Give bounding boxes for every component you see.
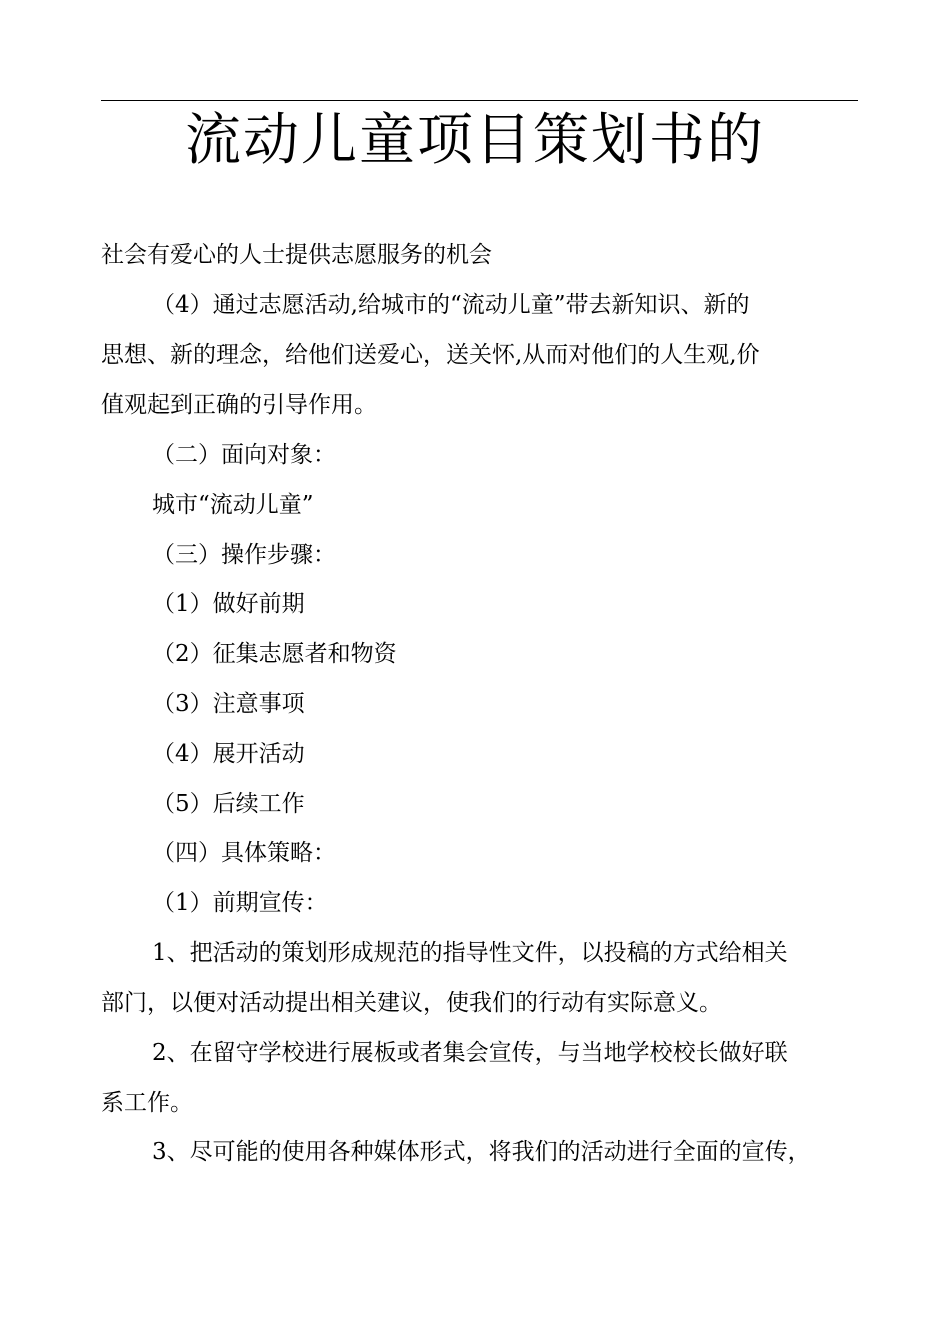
body-line: 1、把活动的策划形成规范的指导性文件，以投稿的方式给相关 — [152, 940, 788, 966]
list-item: （2）征集志愿者和物资 — [152, 641, 397, 667]
section-heading: （四）具体策略： — [152, 840, 336, 866]
section-heading: （二）面向对象： — [152, 442, 336, 468]
body-line: 系工作。 — [101, 1090, 193, 1116]
body-line: 值观起到正确的引导作用。 — [101, 392, 377, 418]
body-line: 城市“流动儿童” — [152, 492, 314, 518]
list-item: （3）注意事项 — [152, 691, 305, 717]
body-line: 2、在留守学校进行展板或者集会宣传，与当地学校校长做好联 — [152, 1040, 788, 1066]
body-line: 3、尽可能的使用各种媒体形式，将我们的活动进行全面的宣传， — [152, 1139, 811, 1165]
body-line: 思想、新的理念，给他们送爱心，送关怀,从而对他们的人生观,价 — [101, 342, 760, 368]
list-item: （1）前期宣传： — [152, 890, 328, 916]
list-item: （4）展开活动 — [152, 741, 305, 767]
body-line: 部门，以便对活动提出相关建议，使我们的行动有实际意义。 — [101, 990, 722, 1016]
section-heading: （三）操作步骤： — [152, 542, 336, 568]
body-line: （4）通过志愿活动,给城市的“流动儿童”带去新知识、新的 — [152, 292, 750, 318]
header-rule — [101, 100, 858, 101]
document-title: 流动儿童项目策划书的 — [185, 108, 765, 173]
list-item: （5）后续工作 — [152, 791, 305, 817]
body-line: 社会有爱心的人士提供志愿服务的机会 — [101, 242, 492, 268]
list-item: （1）做好前期 — [152, 591, 305, 617]
